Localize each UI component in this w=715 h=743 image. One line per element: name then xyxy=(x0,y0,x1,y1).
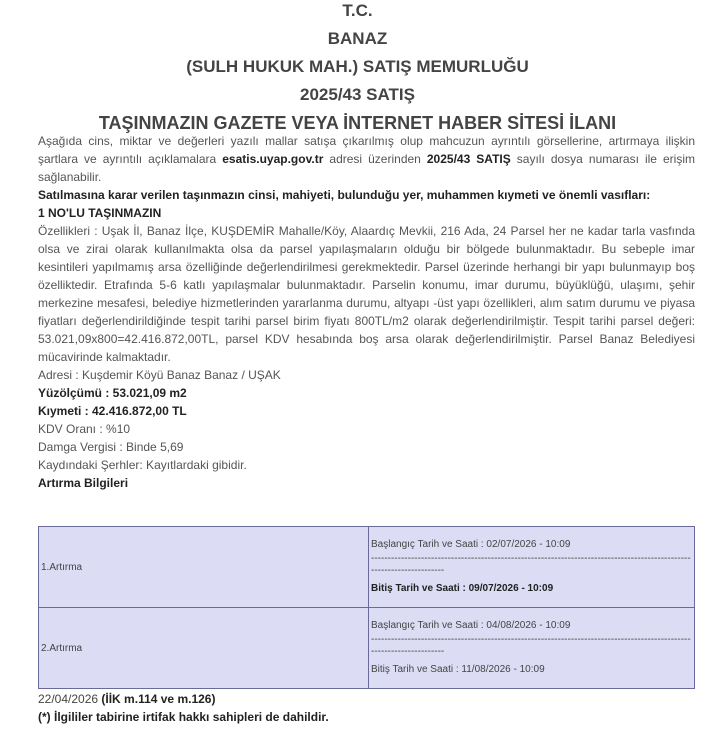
property-address: Adresi : Kuşdemir Köyü Banaz Banaz / UŞAK xyxy=(38,368,281,382)
section-title: Satılmasına karar verilen taşınmazın cinsi, mahiyeti, bulunduğu yer, muhammen kıymeti ve önemli vasıfları: xyxy=(38,188,651,202)
auction-end: Bitiş Tarih ve Saati : 11/08/2026 - 10:09 xyxy=(371,664,545,675)
table-row xyxy=(39,527,695,608)
auction-dates xyxy=(369,527,695,608)
footer-date-line xyxy=(38,690,329,708)
document-footer xyxy=(38,690,329,726)
intro-paragraph xyxy=(38,132,695,186)
auction-separator: ---------------------------------------------------------------------------------------------------------------------- xyxy=(371,634,691,657)
auction-start: Başlangıç Tarih ve Saati : 04/08/2026 - 10:09 xyxy=(371,620,571,631)
intro-text-3: sayılı dosya numarası ile erişim sağlanabilir. xyxy=(38,152,695,184)
document-title: TAŞINMAZIN GAZETE VEYA İNTERNET HABER SİTESİ İLANI xyxy=(98,113,617,133)
property-area: Yüzölçümü : 53.021,09 m2 xyxy=(38,386,187,400)
property-title: 1 NO'LU TAŞINMAZIN xyxy=(38,206,162,220)
auction-dates xyxy=(369,608,695,689)
footer-date: 22/04/2026 xyxy=(38,692,99,706)
stamp-duty: Damga Vergisi : Binde 5,69 xyxy=(38,440,184,454)
header-banaz: BANAZ xyxy=(327,29,388,48)
header-tc: T.C. xyxy=(342,1,373,20)
document-header xyxy=(0,0,715,137)
auction-start: Başlangıç Tarih ve Saati : 02/07/2026 - 10:09 xyxy=(371,539,571,550)
auction-separator: ---------------------------------------------------------------------------------------------------------------------- xyxy=(371,553,691,576)
footer-note: (*) İlgililer tabirine irtifak hakkı sahipleri de dahildir. xyxy=(38,710,329,724)
intro-file-no: 2025/43 SATIŞ xyxy=(426,152,511,166)
header-file-no: 2025/43 SATIŞ xyxy=(300,85,415,104)
header-office: (SULH HUKUK MAH.) SATIŞ MEMURLUĞU xyxy=(186,57,529,76)
esatis-site: esatis.uyap.gov.tr xyxy=(222,152,324,166)
auction-label: 1.Artırma xyxy=(39,527,369,608)
kdv-rate: KDV Oranı : %10 xyxy=(38,422,131,436)
auction-label: 2.Artırma xyxy=(39,608,369,689)
intro-text-2: adresi üzerinden xyxy=(323,152,427,166)
auction-info-title: Artırma Bilgileri xyxy=(38,476,129,490)
property-value: Kıymeti : 42.416.872,00 TL xyxy=(38,404,187,418)
property-description: Özellikleri : Uşak İl, Banaz İlçe, KUŞDEMİR Mahalle/Köy, Alaardıç Mevkii, 216 Ada, 24 Parsel her ne kadar tarla vasfında olsa ve zirai olarak kullanılmakta olsa da parsel yapılaşmaların olduğu bir bölgede bulunmaktadır. Bu sebeple imar kesintileri yapılmamış arsa özelliğinde değerlendirilmesi gerekmektedir. Parsel üzerinde herhangi bir yapı bulunmayıp boş özelliktedir. Etrafında 5-6 katlı yapılaşmalar bulunmaktadır. Parselin konumu, imar durumu, büyüklüğü, ulaşımı, şehir merkezine mesafesi, belediye hizmetlerinden yararlanma durumu, altyapı -üst yapı özellikleri, alım satım durumu ve piyasa fiyatları değerlendirildiğinde tespit tarihi parsel birim fiyatı 800TL/m2 olarak değerlendirilmiştir. Tespit tarihi parsel değeri: 53.021,09x800=42.416.872,00TL, parsel KDV hesabında boş arsa olarak değerlendirilmiştir. Parsel Banaz Belediyesi mücavirinde kalmaktadır. xyxy=(38,224,695,364)
intro-text-1: Aşağıda cins, miktar ve değerleri yazılı mallar satışa çıkarılmış olup mahcuzun ayrıntılı görsellerine, artırmaya ilişkin şartlara ve ayrıntılı açıklamalara xyxy=(38,134,695,166)
auction-table xyxy=(38,526,695,689)
registry-notes: Kaydındaki Şerhler: Kayıtlardaki gibidir. xyxy=(38,458,247,472)
table-row xyxy=(39,608,695,689)
auction-end: Bitiş Tarih ve Saati : 09/07/2026 - 10:09 xyxy=(371,583,554,594)
footer-law: (İİK m.114 ve m.126) xyxy=(98,692,216,706)
document-body xyxy=(38,132,695,492)
